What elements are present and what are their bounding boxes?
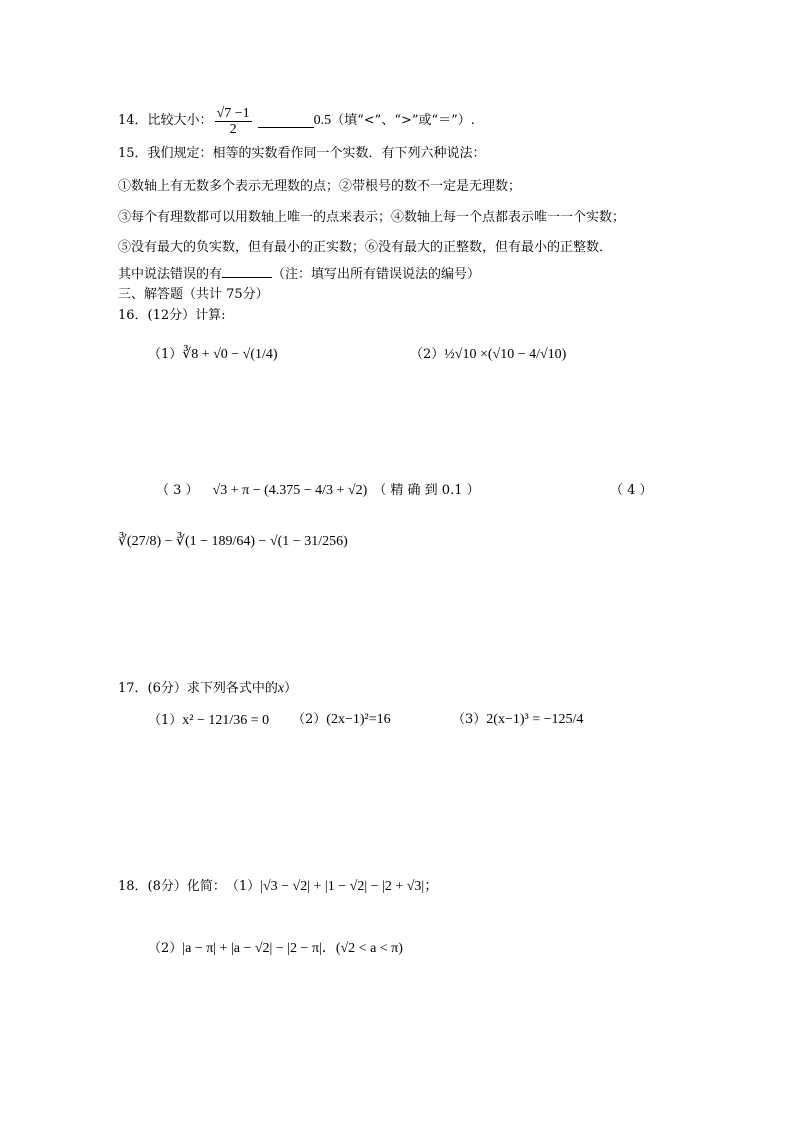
q17-title-line	[118, 681, 297, 697]
q14-answer-blank[interactable]	[258, 115, 314, 128]
q14-frac-den: 2	[229, 121, 237, 137]
q15-answer-prefix: 其中说法错误的有	[118, 267, 223, 282]
q14-frac-num: √7 −1	[216, 105, 250, 121]
q14-fraction	[215, 106, 252, 137]
section-3-heading: 三、解答题（共计 75分）	[118, 287, 269, 302]
q16-p3-note: （ 精 确 到 0.1 ）	[373, 483, 480, 498]
q16-part-3	[156, 474, 480, 508]
q17-p3-label: （3）	[452, 712, 487, 727]
q15-statement-1-2: ①数轴上有无数多个表示无理数的点；②带根号的数不一定是无理数；	[118, 179, 522, 194]
q16-part-1	[148, 338, 278, 372]
q16-p2-label: （2）	[410, 347, 445, 362]
q18-line-2	[148, 938, 403, 960]
q17-p2-label: （2）	[292, 712, 327, 727]
q18-p2-expr: |a − π| + |a − √2| − |2 − π|．	[182, 941, 336, 956]
q16-part-2	[410, 338, 566, 372]
q17-var: x	[277, 681, 285, 696]
q17-part-2	[292, 712, 391, 728]
q17-title: 17．(6分）求下列各式中的	[118, 681, 278, 696]
q17-part-3	[452, 702, 583, 738]
q17-p1-label: （1）	[148, 713, 183, 728]
q15-intro: 15．我们规定：相等的实数看作同一个实数．有下列六种说法：	[118, 146, 486, 161]
q15-statement-3-4: ③每个有理数都可以用数轴上唯一的点来表示；④数轴上每一个点都表示唯一一个实数；	[118, 210, 626, 225]
q17-p3-expr: 2(x−1)³ = −125/4	[486, 712, 584, 727]
q18-p1-label: （1）	[225, 879, 261, 894]
q16-p1-label: （1）	[148, 347, 183, 362]
q17-title-close: ）	[284, 681, 298, 696]
q18-p2-condition: (√2 < a < π)	[335, 941, 403, 956]
q17-p2-expr: (2x−1)²=16	[326, 712, 391, 727]
q15-answer-blank[interactable]	[222, 265, 272, 278]
q18-line-1	[118, 876, 438, 898]
q15-answer-line	[118, 265, 480, 283]
q17-part-1	[148, 704, 269, 738]
q16-p4-label: （ 4 ）	[610, 483, 653, 498]
q14-line	[118, 104, 475, 138]
q16-p1-expr: ∛8 + √0 − √(1/4)	[182, 347, 278, 362]
q14-value: 0.5	[313, 113, 332, 128]
q14-hint: （填“<”、“>”或“＝”）.	[331, 113, 475, 128]
q14-label: 14．比较大小：	[118, 113, 213, 128]
q16-p3-label: （ 3 ）	[156, 483, 199, 498]
q15-answer-note: （注：填写出所有错误说法的编号）	[272, 267, 481, 282]
q18-p1-expr: |√3 − √2| + |1 − √2| − |2 + √3|；	[260, 879, 439, 894]
q16-part-4	[118, 522, 348, 562]
q16-p3-expr: √3 + π − (4.375 − 4/3 + √2)	[212, 483, 368, 498]
q15-statement-5-6: ⑤没有最大的负实数，但有最小的正实数；⑥没有最大的正整数，但有最小的正整数．	[118, 240, 613, 255]
q18-title: 18．(8分）化简：	[118, 879, 226, 894]
q18-p2-label: （2）	[148, 941, 183, 956]
q17-p1-expr: x² − 121/36 = 0	[182, 713, 270, 728]
q16-title: 16．(12分）计算:	[118, 308, 226, 323]
q16-p4-expr: ∛(27/8) − ∛(1 − 189/64) − √(1 − 31/256)	[118, 534, 348, 549]
q16-p2-expr: ½√10 ×(√10 − 4/√10)	[444, 347, 567, 362]
